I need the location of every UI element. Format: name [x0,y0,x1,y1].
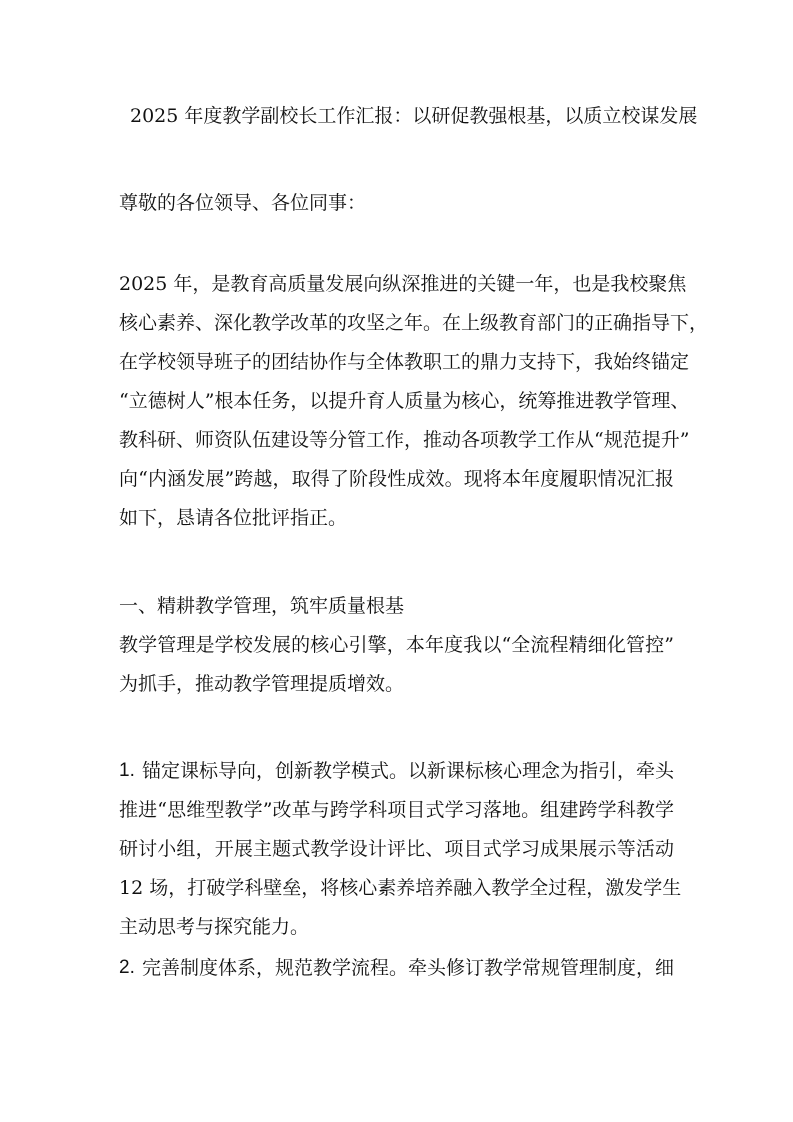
salutation: 尊敬的各位领导、各位同事： [119,192,367,214]
list-item-line: 推进“思维型教学”改革与跨学科项目式学习落地。组建跨学科教学 [119,799,674,821]
section-heading: 一、精耕教学管理，筑牢质量根基 [119,595,405,617]
list-number: 2. [119,957,135,978]
intro-line: 2025 年，是教育高质量发展向纵深推进的关键一年，也是我校聚焦 [119,273,687,295]
list-item [119,759,674,783]
intro-line: “立德树人”根本任务，以提升育人质量为核心，统筹推进教学管理、 [119,390,690,412]
intro-line: 核心素养、深化教学改革的攻坚之年。在上级教育部门的正确指导下， [119,312,709,334]
section-intro-line: 为抓手，推动教学管理提质增效。 [119,673,405,695]
list-item-line: 12 场，打破学科壁垒，将核心素养培养融入教学全过程，激发学生 [119,877,682,899]
list-number: 1. [119,760,135,781]
intro-line: 在学校领导班子的团结协作与全体教职工的鼎力支持下，我始终锚定 [119,351,690,373]
intro-line: 如下，恳请各位批评指正。 [119,507,348,529]
intro-line: 向“内涵发展”跨越，取得了阶段性成效。现将本年度履职情况汇报 [119,468,674,490]
section-intro-line: 教学管理是学校发展的核心引擎，本年度我以“全流程精细化管控” [119,634,674,656]
document-title: 2025 年度教学副校长工作汇报：以研促教强根基，以质立校谋发展 [130,105,698,127]
list-item-line: 研讨小组，开展主题式教学设计评比、项目式学习成果展示等活动 [119,838,674,860]
intro-line: 教科研、师资队伍建设等分管工作，推动各项教学工作从“规范提升” [119,429,690,451]
list-item-text: 锚定课标导向，创新教学模式。以新课标核心理念为指引，牵头 [141,760,674,782]
list-item [119,956,674,980]
list-item-text: 完善制度体系，规范教学流程。牵头修订教学常规管理制度，细 [141,957,674,979]
list-item-line: 主动思考与探究能力。 [119,916,310,938]
